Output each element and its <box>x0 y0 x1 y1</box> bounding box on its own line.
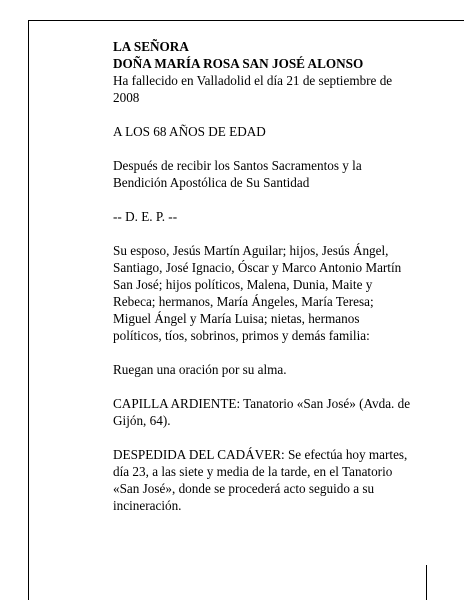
chapel-line-1: CAPILLA ARDIENTE: Tanatorio «San José» (Avda. de <box>113 396 411 411</box>
sacraments-block <box>113 157 431 191</box>
dep-line: -- D. E. P. -- <box>113 209 178 224</box>
sacraments-line-1: Después de recibir los Santos Sacramentos y la <box>113 158 362 173</box>
page-border-right <box>426 565 427 600</box>
prayer-line: Ruegan una oración por su alma. <box>113 362 287 377</box>
age-block <box>113 123 431 140</box>
farewell-block <box>113 446 431 514</box>
farewell-line-4: incineración. <box>113 498 182 513</box>
prayer-block <box>113 361 431 378</box>
family-line-2: Santiago, José Ignacio, Óscar y Marco Antonio Martín <box>113 260 402 275</box>
chapel-block <box>113 395 431 429</box>
death-line-2: 2008 <box>113 90 140 105</box>
page-border-top <box>28 20 464 21</box>
page-border-left <box>28 20 29 600</box>
sacraments-line-2: Bendición Apostólica de Su Santidad <box>113 175 310 190</box>
farewell-line-2: día 23, a las siete y media de la tarde, en el Tanatorio <box>113 464 393 479</box>
age-line: A LOS 68 AÑOS DE EDAD <box>113 124 266 139</box>
family-block <box>113 242 431 344</box>
death-line-1: Ha fallecido en Valladolid el día 21 de septiembre de <box>113 73 393 88</box>
family-line-6: políticos, tíos, sobrinos, primos y demás familia: <box>113 328 370 343</box>
title-line-2: DOÑA MARÍA ROSA SAN JOSÉ ALONSO <box>113 56 364 71</box>
heading-block <box>113 38 431 106</box>
dep-block <box>113 208 431 225</box>
farewell-line-1: DESPEDIDA DEL CADÁVER: Se efectúa hoy martes, <box>113 447 408 462</box>
chapel-line-2: Gijón, 64). <box>113 413 171 428</box>
obituary-text <box>113 38 431 531</box>
family-line-4: Rebeca; hermanos, María Ángeles, María Teresa; <box>113 294 374 309</box>
family-line-5: Miguel Ángel y María Luisa; nietas, hermanos <box>113 311 360 326</box>
farewell-line-3: «San José», donde se procederá acto seguido a su <box>113 481 375 496</box>
family-line-1: Su esposo, Jesús Martín Aguilar; hijos, Jesús Ángel, <box>113 243 389 258</box>
title-line-1: LA SEÑORA <box>113 39 189 54</box>
family-line-3: San José; hijos políticos, Malena, Dunia, Maite y <box>113 277 373 292</box>
